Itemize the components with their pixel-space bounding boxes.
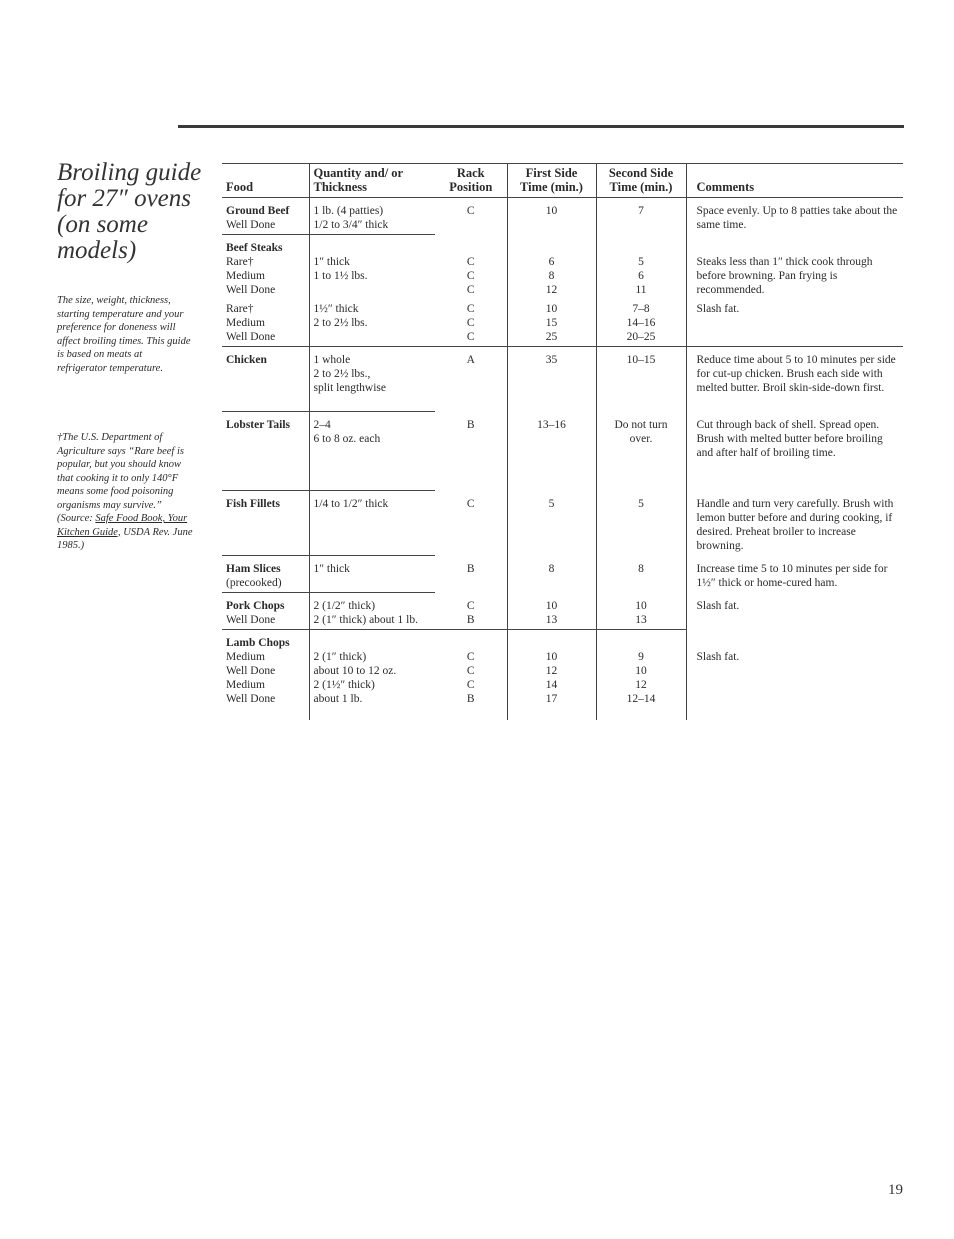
quantity: 6 to 8 oz. each (309, 432, 435, 446)
rack: B (435, 613, 507, 630)
table-row (222, 692, 903, 720)
table-row (222, 556, 903, 577)
second-side: 7–8 (596, 302, 686, 316)
table-header-row (222, 164, 903, 198)
rack: C (466, 270, 475, 282)
rack: C (466, 284, 475, 296)
comments: Steaks less than 1″ thick cook through before browning. Pan frying is recommended. (686, 255, 903, 302)
quantity: 1/4 to 1/2″ thick (309, 491, 435, 512)
first-side: 6 (507, 255, 596, 269)
food-ham-slices: Ham Slices (226, 563, 281, 575)
page-title: Broiling guide for 27″ ovens (on some models) (57, 159, 202, 264)
comments: Handle and turn very carefully. Brush with lemon butter before and during cooking, if desired. Preheat broiler to increase browning. (686, 491, 903, 556)
food-variant: Medium (226, 679, 265, 691)
food-variant: Medium (226, 317, 265, 329)
first-side: 5 (507, 491, 596, 556)
table-row (222, 347, 903, 368)
quantity: 1 whole (309, 347, 435, 368)
first-side: 15 (507, 316, 596, 330)
food-variant: Medium (226, 651, 265, 663)
food-lobster-tails: Lobster Tails (226, 419, 291, 431)
rack: B (466, 562, 475, 575)
food-variant: Well Done (222, 218, 309, 235)
second-side: 10 (596, 593, 686, 614)
rack: C (466, 651, 475, 663)
comments: Slash fat. (686, 302, 903, 316)
quantity: 1 lb. (4 patties) (309, 198, 435, 219)
food-lamb-chops: Lamb Chops (226, 637, 290, 649)
food-variant: Rare† (226, 303, 254, 315)
first-side: 13–16 (507, 412, 596, 491)
quantity: 2 (1″ thick) (309, 650, 435, 664)
rack: C (466, 317, 475, 329)
second-side: 9 (596, 650, 686, 664)
rack: C (435, 330, 507, 347)
header-quantity: Quantity and/ or Thickness (309, 164, 435, 198)
first-side: 10 (507, 198, 596, 235)
quantity: 1/2 to 3/4″ thick (309, 218, 435, 235)
comments: Reduce time about 5 to 10 minutes per side for cut-up chicken. Brush each side with melted butter. Broil skin-side-down first. (686, 347, 903, 412)
rack: C (466, 679, 475, 691)
first-side: 10 (507, 302, 596, 316)
second-side: 14–16 (596, 316, 686, 330)
table-row (222, 316, 903, 330)
comments: Slash fat. (686, 650, 903, 664)
table-row (222, 255, 903, 269)
rack: C (466, 303, 475, 315)
table-row (222, 302, 903, 316)
intro-text: The size, weight, thickness, starting temperature and your preference for doneness will affect broiling times. This guide is based on meats at refrigerator temperature. (57, 295, 191, 374)
second-side: 11 (596, 283, 686, 302)
comments: Cut through back of shell. Spread open. Brush with melted butter before broiling and after half of broiling time. (686, 412, 903, 491)
second-side: 12 (596, 678, 686, 692)
header-food: Food (222, 164, 309, 198)
table-row (222, 593, 903, 614)
food-pork-chops: Pork Chops (226, 600, 285, 612)
first-side: 25 (507, 330, 596, 347)
second-side: 7 (596, 198, 686, 235)
rack: A (466, 354, 475, 366)
broiling-guide-table (222, 163, 903, 720)
first-side: 35 (507, 347, 596, 412)
food-ground-beef: Ground Beef (226, 205, 290, 217)
first-side: 13 (507, 613, 596, 630)
rack: C (466, 665, 475, 677)
quantity: 1″ thick (309, 556, 435, 577)
table-row (222, 198, 903, 219)
second-side: Do not turn over. (596, 412, 686, 491)
quantity: 2 (1½″ thick) (309, 678, 435, 692)
comments: Increase time 5 to 10 minutes per side for 1½″ thick or home-cured ham. (686, 556, 903, 593)
table-row (222, 330, 903, 347)
second-side: 10–15 (596, 347, 686, 412)
food-variant: Well Done (226, 693, 276, 705)
second-side: 10 (596, 664, 686, 678)
second-side: 13 (596, 613, 686, 630)
table-row (222, 235, 903, 256)
table-row (222, 650, 903, 664)
second-side: 5 (596, 255, 686, 269)
quantity: split lengthwise (309, 381, 435, 395)
footnote-text: †The U.S. Department of Agriculture says “Rare beef is popular, but you should know that cooking it to only 140°F means some food poisoning organisms may survive.” (Source: (57, 432, 184, 524)
first-side: 10 (507, 650, 596, 664)
table-row (222, 412, 903, 433)
first-side: 14 (507, 678, 596, 692)
quantity: 1½″ thick (309, 302, 435, 316)
food-variant: (precooked) (222, 576, 309, 593)
table-row (222, 630, 903, 651)
footnote (57, 431, 195, 553)
rack: C (466, 497, 475, 510)
first-side: 10 (507, 593, 596, 614)
comments: Slash fat. (686, 593, 903, 630)
footnote-source-date: USDA Rev. June 1985.) (57, 526, 193, 551)
page-number: 19 (888, 1182, 903, 1198)
food-variant: Rare† (226, 256, 254, 268)
comments: Space evenly. Up to 8 patties take about the same time. (686, 198, 903, 235)
first-side: 12 (507, 283, 596, 302)
rack: B (466, 418, 475, 431)
header-rack: Rack Position (435, 164, 507, 198)
rack: B (466, 693, 475, 705)
footnote-source-title: Safe Food Book, Your Kitchen Guide, (57, 513, 188, 538)
quantity: 2 to 2½ lbs. (309, 316, 435, 330)
sidebar (57, 160, 207, 553)
first-side: 8 (507, 556, 596, 593)
quantity: 1″ thick (309, 255, 435, 269)
second-side: 6 (596, 269, 686, 283)
food-variant: Well Done (222, 613, 309, 630)
second-side: 12–14 (596, 692, 686, 720)
second-side: 5 (596, 491, 686, 556)
quantity: 2–4 (309, 412, 435, 433)
table-row (222, 664, 903, 678)
second-side: 20–25 (596, 330, 686, 347)
rack: C (466, 599, 475, 612)
table-row (222, 491, 903, 512)
quantity: about 10 to 12 oz. (309, 664, 435, 678)
rack: C (466, 256, 475, 268)
first-side: 12 (507, 664, 596, 678)
quantity: 2 (1″ thick) about 1 lb. (309, 613, 435, 630)
quantity: 1 to 1½ lbs. (309, 269, 435, 283)
food-beef-steaks: Beef Steaks (226, 242, 283, 254)
header-first-side: First Side Time (min.) (507, 164, 596, 198)
food-chicken: Chicken (226, 354, 267, 366)
table-row (222, 678, 903, 692)
header-second-side: Second Side Time (min.) (596, 164, 686, 198)
food-variant: Medium (226, 270, 265, 282)
food-variant: Well Done (222, 330, 309, 347)
food-variant: Well Done (226, 665, 276, 677)
quantity: 2 to 2½ lbs., (309, 367, 435, 381)
top-rule (178, 125, 904, 128)
food-fish-fillets: Fish Fillets (226, 498, 280, 510)
food-variant: Well Done (226, 284, 276, 296)
header-comments: Comments (686, 164, 903, 198)
second-side: 8 (596, 556, 686, 593)
first-side: 8 (507, 269, 596, 283)
quantity: about 1 lb. (309, 692, 435, 720)
rack: C (466, 205, 475, 217)
quantity: 2 (1/2″ thick) (309, 593, 435, 614)
first-side: 17 (507, 692, 596, 720)
